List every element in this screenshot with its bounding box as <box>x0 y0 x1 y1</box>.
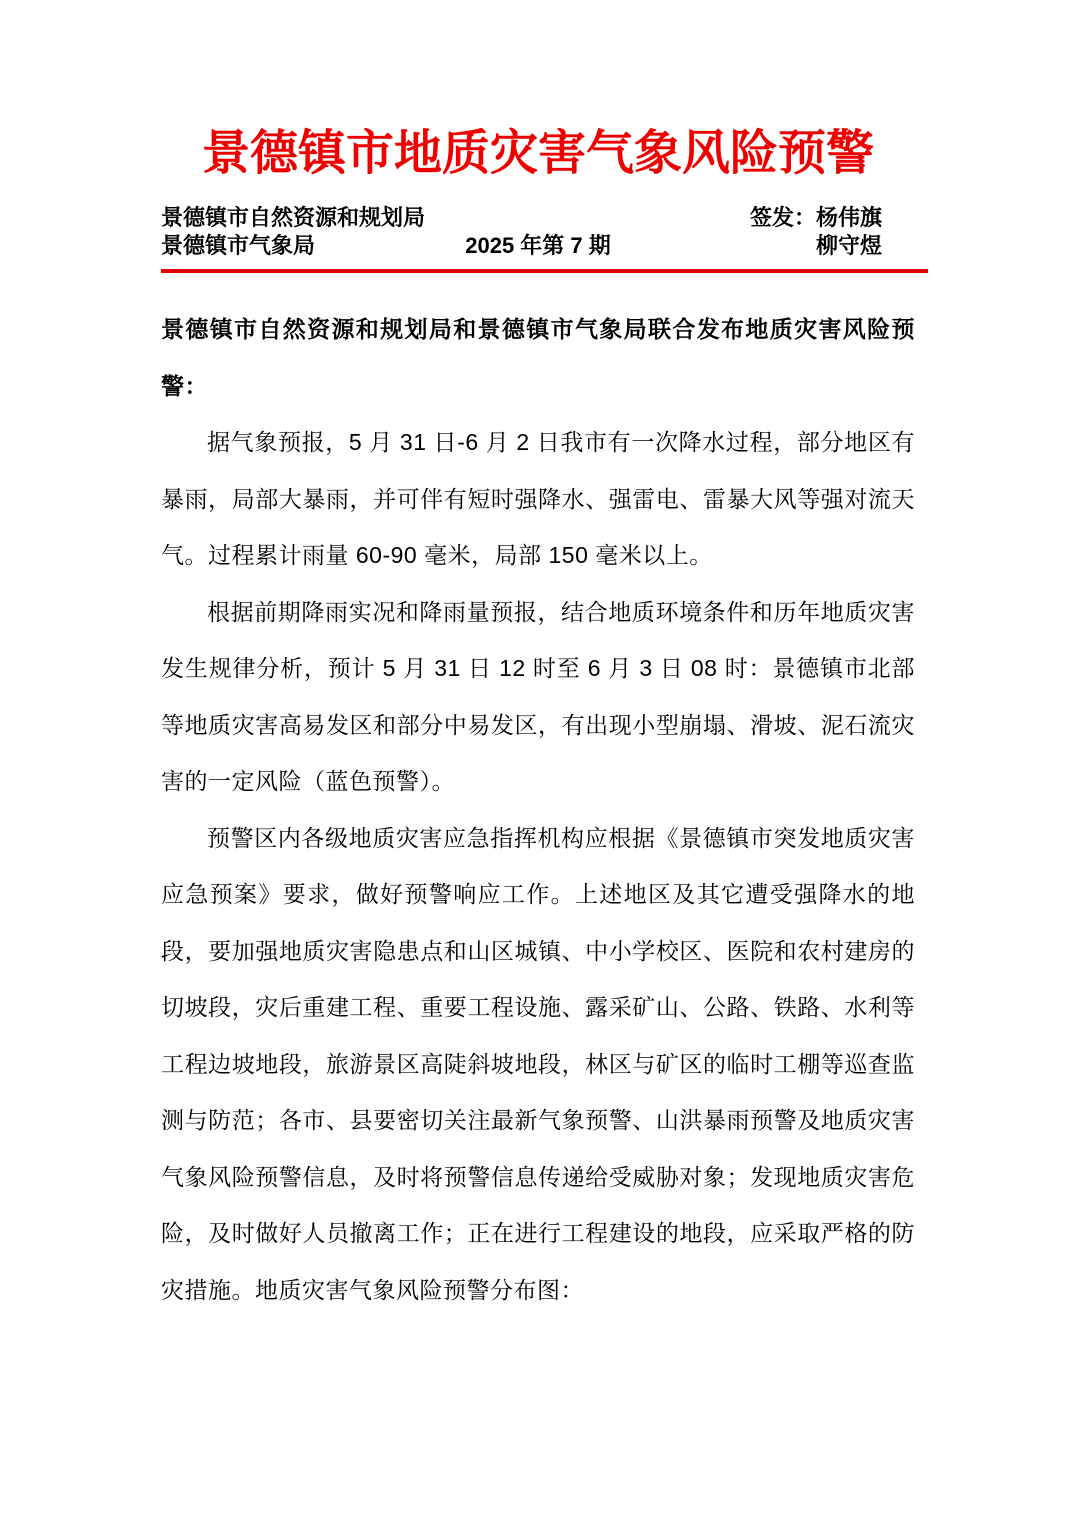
document-title: 景德镇市地质灾害气象风险预警 <box>201 127 874 180</box>
issuing-org-1: 景德镇市自然资源和规划局 <box>161 205 426 230</box>
issuing-org-2: 景德镇市气象局 <box>161 233 316 258</box>
red-divider-rule <box>161 269 928 273</box>
signer-line-1: 签发：杨伟旗 <box>749 205 882 230</box>
body-paragraph-2: 根据前期降雨实况和降雨量预报，结合地质环境条件和历年地质灾害发生规律分析，预计 5 月 31 日 12 时至 6 月 3 日 08 时：景德镇市北部等地质灾害高易发区和部分中易发区，有出现小型崩塌、滑坡、泥石流灾害的一定风险（蓝色预警）。 <box>161 598 915 794</box>
lead-paragraph: 景德镇市自然资源和规划局和景德镇市气象局联合发布地质灾害风险预警： <box>161 316 915 399</box>
signer-line-2: 柳守煜 <box>815 233 882 258</box>
body-paragraph-1: 据气象预报，5 月 31 日-6 月 2 日我市有一次降水过程，部分地区有暴雨，局部大暴雨，并可伴有短时强降水、强雷电、雷暴大风等强对流天气。过程累计雨量 60-90 毫米，局部 150 毫米以上。 <box>161 429 915 568</box>
document-content <box>161 0 915 1318</box>
document-body <box>161 301 915 1318</box>
body-paragraph-3: 预警区内各级地质灾害应急指挥机构应根据《景德镇市突发地质灾害应急预案》要求，做好预警响应工作。上述地区及其它遭受强降水的地段，要加强地质灾害隐患点和山区城镇、中小学校区、医院和农村建房的切坡段，灾后重建工程、重要工程设施、露采矿山、公路、铁路、水利等工程边坡地段，旅游景区高陡斜坡地段，林区与矿区的临时工棚等巡查监测与防范；各市、县要密切关注最新气象预警、山洪暴雨预警及地质灾害气象风险预警信息，及时将预警信息传递给受威胁对象；发现地质灾害危险，及时做好人员撤离工作；正在进行工程建设的地段，应采取严格的防灾措施。地质灾害气象风险预警分布图： <box>161 824 915 1303</box>
issue-number: 2025 年第 7 期 <box>465 233 611 258</box>
masthead <box>161 204 915 260</box>
